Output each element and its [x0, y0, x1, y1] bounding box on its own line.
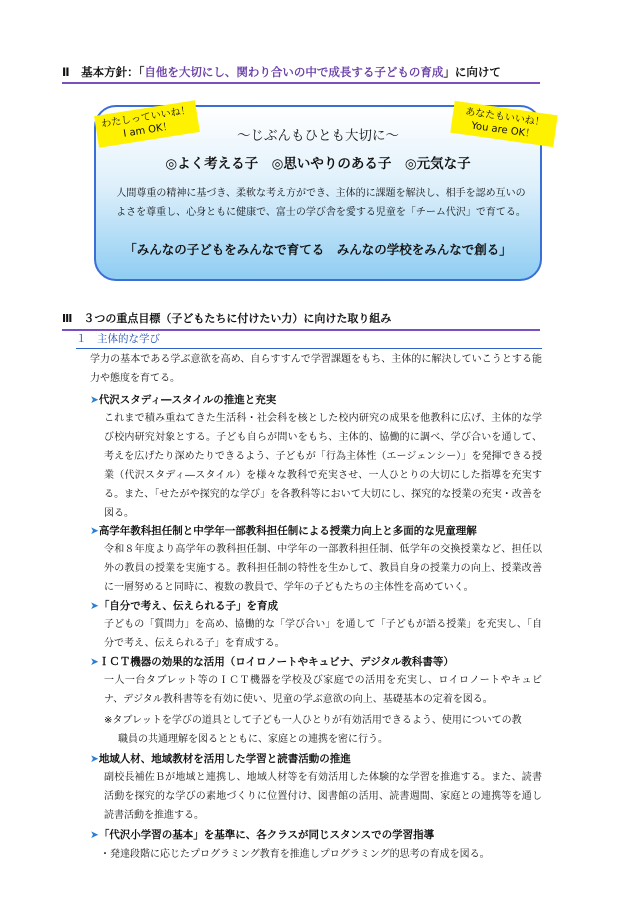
banner-subtitle: ～じぶんもひとも大切に～: [237, 128, 399, 144]
section-2-close-quote: 」に向けて: [443, 65, 501, 79]
sticky-note-right: あなたもいいね！ You are OK！: [450, 101, 557, 147]
item-5-title-text: 地域人材、地域教材を活用した学習と読書活動の推進: [98, 753, 351, 765]
section-2-open-quote: 「: [138, 65, 145, 79]
item-5-title: [90, 751, 550, 767]
arrow-icon: ➤: [90, 525, 99, 537]
item-4-title: [90, 654, 550, 670]
section-2-heading: [62, 64, 538, 80]
subsection-heading: １ 主体的な学び: [76, 331, 542, 349]
item-4-title-text: ＩＣＴ機器の効果的な活用（ロイロノートやキュビナ、デジタル教科書等）: [98, 656, 454, 668]
section-2-underline: [62, 82, 540, 84]
item-5-body: 副校長補佐Ｂが地域と連携し、地域人材等を有効活用した体験的な学習を推進する。また、読書活動を探究的な学びの素地づくりに位置付け、図書館の活用、読書週間、家庭との連携等を通し読書活動を推進する。: [104, 772, 542, 821]
item-6-body: ・発達段階に応じたプログラミング教育を推進しプログラミング的思考の育成を図る。: [100, 849, 490, 860]
item-2-body: 令和８年度より高学年の教科担任制、中学年の一部教科担任制、低学年の交換授業など、担任以外の教員の授業を実施する。教科担任制の特性を生かして、教員自身の授業力の向上、授業改善に一層努めると同時に、複数の教員で、学年の子どもたちの主体性を高めていく。: [104, 544, 542, 593]
arrow-icon: ➤: [90, 753, 99, 765]
item-4-note: ※タブレットを学びの道具として子ども一人ひとりが有効活用できるよう、使用についての教: [104, 715, 522, 726]
banner-slogan: 「みんなの子どもをみんなで育てる みんなの学校をみんなで創る」: [124, 242, 512, 257]
arrow-icon: ➤: [90, 600, 99, 612]
item-4-note-continued: 職員の共通理解を図るとともに、家庭との連携を密に行う。: [118, 734, 388, 745]
item-1-body: これまで積み重ねてきた生活科・社会科を核とした校内研究の成果を他教科に広げ、主体的な学び校内研究対象とする。子ども自らが問いをもち、主体的、協働的に調べ、学び合いを通して、考えを広げたり深めたりできるよう、子どもが「行為主体性（エージェンシー）」を発揮できる授業（代沢スタディ―スタイル）を様々な教科で充実させ、一人ひとりの大切にした指導を充実する。また、「せたがや探究的な学び」を各教科等において大切にし、探究的な授業の充実・改善を図る。: [104, 413, 542, 519]
section-2-title: 自他を大切にし、関わり合いの中で成長する子どもの育成: [144, 65, 444, 79]
section-2-label: Ⅱ 基本方針：: [62, 65, 139, 79]
item-4-body: 一人一台タブレット等のＩＣＴ機器を学校及び家庭での活用を充実し、ロイロノートやキュビナ、デジタル教科書等を有効に使い、児童の学ぶ意欲の向上、基礎基本の定着を図る。: [104, 675, 542, 705]
item-3-title-text: 「自分で考え、伝えられる子」を育成: [98, 600, 278, 612]
item-1-title-text: 代沢スタディ―スタイルの推進と充実: [98, 394, 277, 406]
item-6-title: [90, 827, 550, 843]
sticky-note-left: わたしっていいね！ I am OK！: [94, 100, 200, 148]
item-3-body: 子どもの「質問力」を高め、協働的な「学び合い」を通して「子どもが語る授業」を充実し、「自分で考え、伝えられる子」を育成する。: [104, 619, 542, 649]
item-6-title-text: 「代沢小学習の基本」を基準に、各クラスが同じスタンスでの学習指導: [98, 829, 435, 841]
item-2-title-text: 高学年教科担任制と中学年一部教科担任制による授業力向上と多面的な児童理解: [98, 525, 477, 537]
arrow-icon: ➤: [90, 829, 99, 841]
item-1-title: [90, 392, 550, 408]
section-3-heading: Ⅲ ３つの重点目標（子どもたちに付けたい力）に向けた取り組み: [62, 312, 392, 325]
banner-pillars: ◎よく考える子 ◎思いやりのある子 ◎元気な子: [165, 156, 471, 172]
section-3-intro: 学力の基本である学ぶ意欲を高め、自らすすんで学習課題をもち、主体的に解決していこうとする能力や態度を育てる。: [90, 354, 542, 384]
arrow-icon: ➤: [90, 656, 99, 668]
banner-body: 人間尊重の精神に基づき、柔軟な考え方ができ、主体的に課題を解決し、相手を認め互いのよさを尊重し、心身ともに健康で、富士の学び舎を愛する児童を「チーム代沢」で育てる。: [116, 188, 526, 218]
item-2-title: [90, 523, 550, 539]
item-3-title: [90, 598, 550, 614]
arrow-icon: ➤: [90, 394, 99, 406]
